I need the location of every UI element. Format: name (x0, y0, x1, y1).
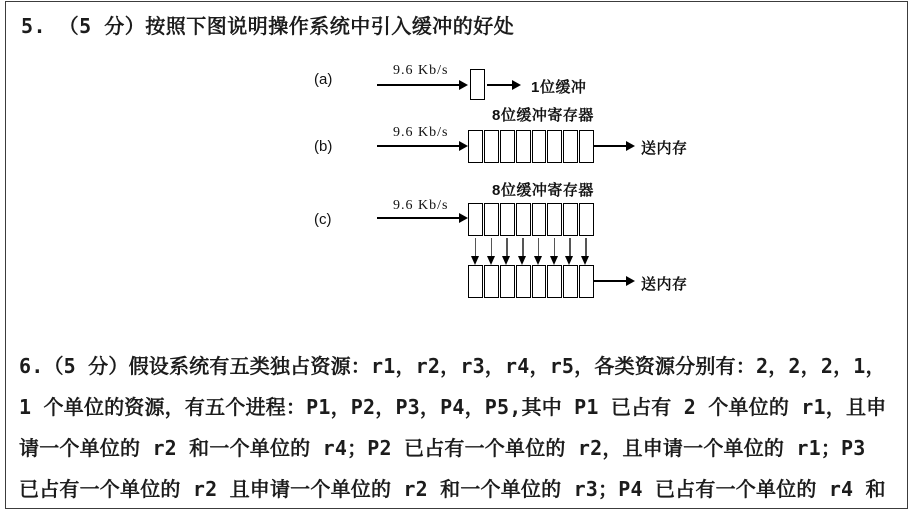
arrow-head-icon (550, 256, 558, 265)
register-cell (516, 265, 531, 298)
register-cell (468, 130, 483, 163)
arrow-stem (569, 238, 571, 257)
register-cell (532, 203, 547, 236)
register-cell (468, 265, 483, 298)
question-5-title: 5. （5 分）按照下图说明操作系统中引入缓冲的好处 (21, 14, 515, 38)
row-b-rate-label: 9.6 Kb/s (393, 125, 449, 140)
register-cell (563, 130, 578, 163)
register-cell (484, 265, 499, 298)
row-a-one-bit-buffer-box (470, 69, 485, 100)
question-6-line: 已占有一个单位的 r2 且申请一个单位的 r2 和一个单位的 r3；P4 已占有一个单位的 r4 和 (19, 477, 886, 501)
arrow-stem (475, 238, 477, 257)
down-arrow-icon (578, 238, 594, 265)
arrow-head-icon (487, 256, 495, 265)
down-arrow-icon (531, 238, 547, 265)
down-arrow-icon (547, 238, 563, 265)
down-arrow-icon (515, 238, 531, 265)
row-c-transfer-arrows (468, 238, 594, 265)
register-cell (532, 130, 547, 163)
row-b-caption: 送内存 (641, 140, 688, 157)
arrow-head-icon (565, 256, 573, 265)
arrow-head-icon (459, 80, 468, 90)
register-cell (516, 130, 531, 163)
row-c-label: (c) (314, 211, 332, 228)
arrow-head-icon (512, 80, 521, 90)
register-cell (563, 265, 578, 298)
question-6-line: 1 个单位的资源，有五个进程：P1，P2，P3，P4，P5,其中 P1 已占有 2 个单位的 r1，且申 (19, 395, 887, 419)
arrow-shaft (487, 84, 514, 86)
row-b-register (468, 130, 594, 163)
arrow-shaft (594, 145, 628, 147)
down-arrow-icon (484, 238, 500, 265)
register-cell (579, 130, 594, 163)
register-cell (563, 203, 578, 236)
arrow-stem (522, 238, 524, 257)
arrow-head-icon (518, 256, 526, 265)
arrow-stem (491, 238, 493, 257)
arrow-head-icon (626, 141, 635, 151)
register-cell (500, 265, 515, 298)
arrow-head-icon (534, 256, 542, 265)
arrow-head-icon (581, 256, 589, 265)
register-cell (516, 203, 531, 236)
down-arrow-icon (563, 238, 579, 265)
register-cell (579, 265, 594, 298)
register-cell (532, 265, 547, 298)
row-c-upper-register (468, 203, 594, 236)
down-arrow-icon (468, 238, 484, 265)
arrow-stem (506, 238, 508, 257)
arrow-stem (538, 238, 540, 257)
row-c-register-label: 8位缓冲寄存器 (492, 182, 594, 199)
row-a-caption: 1位缓冲 (531, 79, 587, 96)
register-cell (500, 130, 515, 163)
arrow-shaft (377, 84, 461, 86)
question-6-line: 请一个单位的 r2 和一个单位的 r4；P2 已占有一个单位的 r2，且申请一个单位的 r1；P3 (19, 436, 866, 460)
register-cell (547, 130, 562, 163)
question-6-paragraph (19, 346, 891, 510)
question-6-line: 6.（5 分）假设系统有五类独占资源：r1，r2，r3，r4，r5，各类资源分别有：2，2，2，1， (19, 354, 886, 378)
row-c-lower-register (468, 265, 594, 298)
register-cell (547, 203, 562, 236)
register-cell (579, 203, 594, 236)
down-arrow-icon (500, 238, 516, 265)
register-cell (547, 265, 562, 298)
arrow-head-icon (502, 256, 510, 265)
row-c-caption: 送内存 (641, 276, 688, 293)
row-a-label: (a) (314, 71, 333, 88)
arrow-head-icon (459, 141, 468, 151)
arrow-head-icon (471, 256, 479, 265)
arrow-stem (585, 238, 587, 257)
register-cell (468, 203, 483, 236)
row-b-label: (b) (314, 138, 333, 155)
arrow-head-icon (459, 213, 468, 223)
arrow-stem (554, 238, 556, 257)
register-cell (500, 203, 515, 236)
register-cell (484, 130, 499, 163)
register-cell (484, 203, 499, 236)
arrow-head-icon (626, 276, 635, 286)
arrow-shaft (377, 145, 461, 147)
row-c-rate-label: 9.6 Kb/s (393, 198, 449, 213)
row-b-register-label: 8位缓冲寄存器 (492, 107, 594, 124)
row-a-rate-label: 9.6 Kb/s (393, 63, 449, 78)
arrow-shaft (377, 217, 461, 219)
arrow-shaft (594, 280, 628, 282)
